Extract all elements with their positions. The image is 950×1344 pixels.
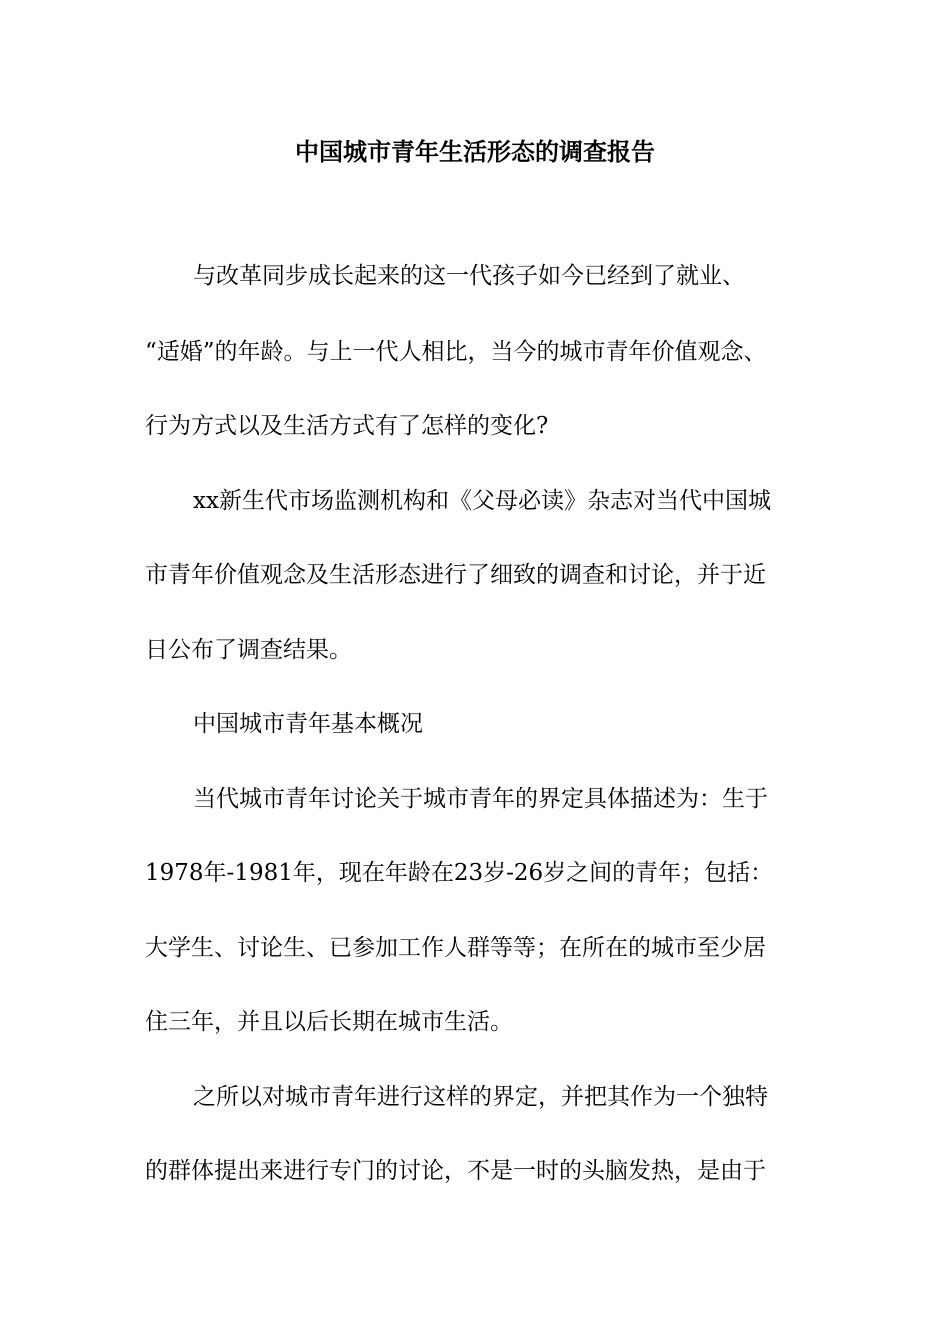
- paragraph-line: 与改革同步成长起来的这一代孩子如今已经到了就业、: [193, 263, 745, 289]
- paragraph-line: 的群体提出来进行专门的讨论，不是一时的头脑发热，是由于: [145, 1158, 766, 1184]
- paragraph-line: 行为方式以及生活方式有了怎样的变化?: [145, 413, 549, 439]
- paragraph-line: 住三年，并且以后长期在城市生活。: [145, 1009, 513, 1035]
- paragraph-line: 之所以对城市青年进行这样的界定，并把其作为一个独特: [193, 1084, 768, 1110]
- paragraph-line: 大学生、讨论生、已参加工作人群等等；在所在的城市至少居: [145, 935, 766, 961]
- paragraph-line: “适婚”的年龄。与上一代人相比，当今的城市青年价值观念、: [145, 339, 767, 365]
- paragraph-line: 当代城市青年讨论关于城市青年的界定具体描述为：生于: [193, 786, 768, 812]
- section-heading: 中国城市青年基本概况: [193, 711, 423, 737]
- document-title: 中国城市青年生活形态的调查报告: [295, 137, 655, 166]
- paragraph-line: 市青年价值观念及生活形态进行了细致的调查和讨论，并于近: [145, 562, 766, 588]
- paragraph-line: 日公布了调查结果。: [145, 637, 352, 663]
- paragraph-line: xx新生代市场监测机构和《父母必读》杂志对当代中国城: [193, 488, 771, 514]
- paragraph-line: 1978年-1981年，现在年龄在23岁-26岁之间的青年；包括：: [145, 860, 774, 886]
